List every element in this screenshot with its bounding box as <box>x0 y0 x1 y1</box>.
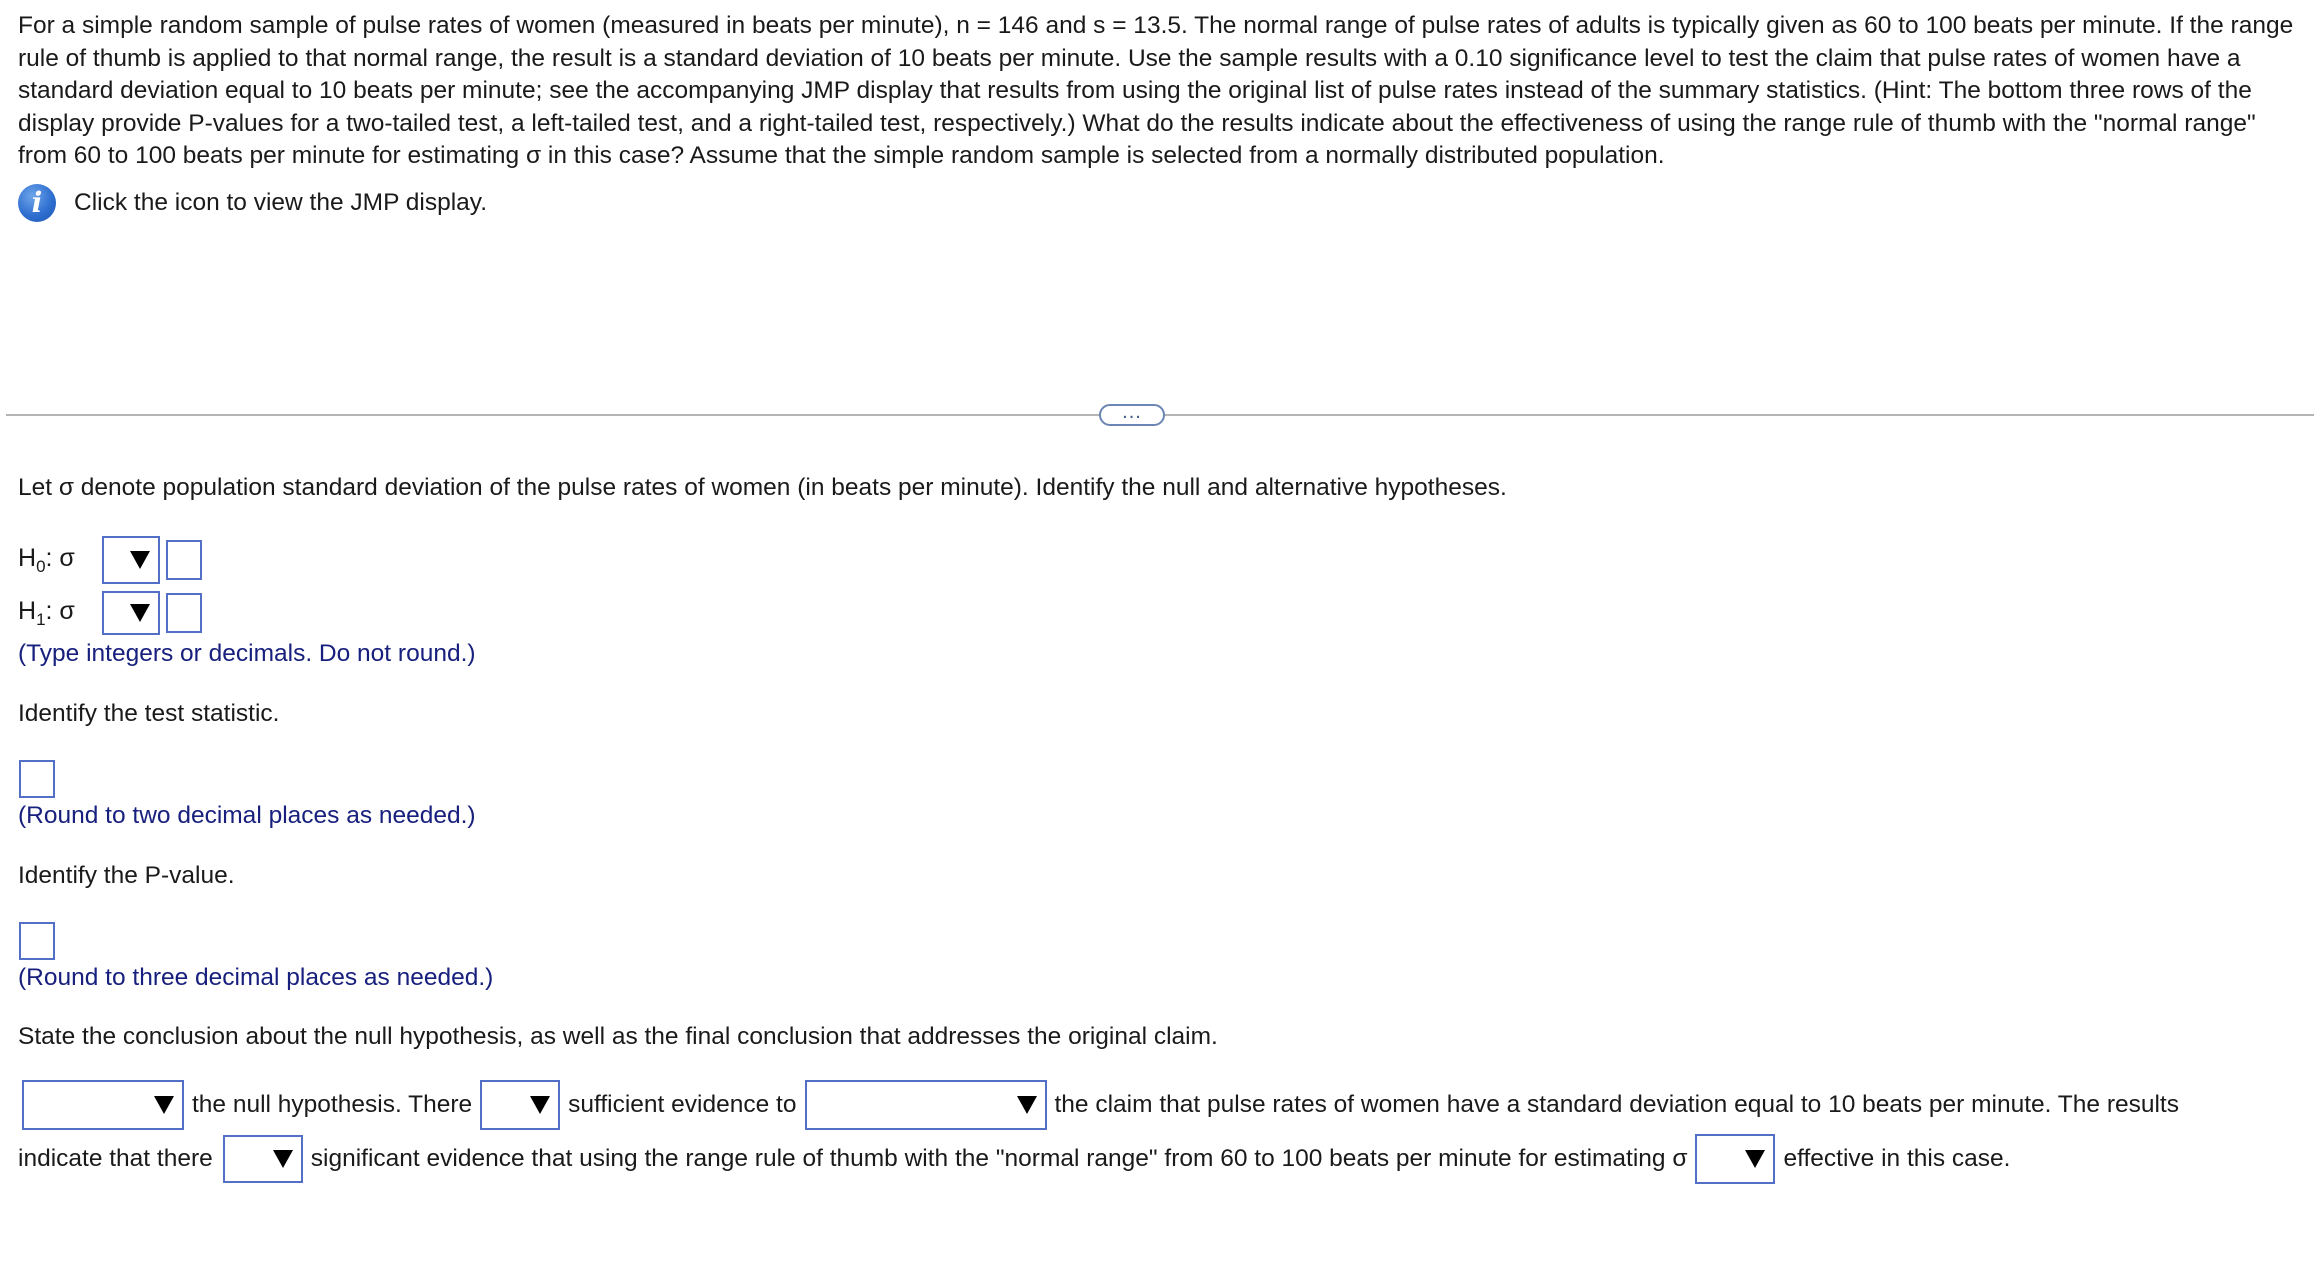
conclusion-text-6: effective in this case. <box>1783 1145 2011 1172</box>
effectiveness-dropdown[interactable] <box>1695 1134 1775 1184</box>
chevron-down-icon <box>273 1150 293 1168</box>
test-statistic-hint: (Round to two decimal places as needed.) <box>18 802 476 829</box>
conclusion-text-5: significant evidence that using the range rule of thumb with the "normal range" from 60 to 100 beats per minute for estimating σ <box>310 1145 1688 1172</box>
info-icon[interactable]: i <box>18 184 56 222</box>
chevron-down-icon <box>130 551 150 569</box>
chevron-down-icon <box>1745 1150 1765 1168</box>
h1-operator-dropdown[interactable] <box>102 591 160 635</box>
question-intro: Let σ denote population standard deviation of the pulse rates of women (in beats per minute). Identify the null and alternative hypotheses. <box>18 474 1507 501</box>
h1-row <box>18 589 202 637</box>
problem-statement: For a simple random sample of pulse rates of women (measured in beats per minute), n = 146 and s = 13.5. The normal range of pulse rates of adults is typically given as 60 to 100 beats per minute. If the range rule of thumb is applied to that normal range, the result is a standard deviation of 10 beats per minute. Use the sample results with a 0.10 significance level to test the claim that pulse rates of women have a standard deviation equal to 10 beats per minute; see the accompanying JMP display that results from using the original list of pulse rates instead of the summary statistics. (Hint: The bottom three rows of the display provide P-values for a two-tailed test, a left-tailed test, and a right-tailed test, respectively.) What do the results indicate about the effectiveness of using the range rule of thumb with the "normal range" from 60 to 100 beats per minute for estimating σ in this case? Assume that the simple random sample is selected from a normally distributed population. <box>18 12 2294 169</box>
conclusion-line-2 <box>18 1134 2018 1184</box>
h0-row <box>18 536 202 584</box>
h1-label: $H_1$: σ <box>18 596 75 629</box>
pvalue-input[interactable] <box>19 922 55 960</box>
info-row <box>18 183 487 223</box>
chevron-down-icon <box>130 604 150 622</box>
conclusion-text-1: the null hypothesis. There <box>192 1091 473 1118</box>
h0-label: $H_0$: σ <box>18 543 75 576</box>
h0-operator-dropdown[interactable] <box>102 536 160 584</box>
pvalue-hint: (Round to three decimal places as needed.) <box>18 964 494 991</box>
conclusion-prompt: State the conclusion about the null hypothesis, as well as the final conclusion that addresses the original claim. <box>18 1023 1218 1050</box>
conclusion-text-3: the claim that pulse rates of women have a standard deviation equal to 10 beats per minute. The results <box>1054 1091 2179 1118</box>
h0-value-input[interactable] <box>166 540 202 580</box>
pvalue-prompt: Identify the P-value. <box>18 862 235 889</box>
chevron-down-icon <box>530 1096 550 1114</box>
hypothesis-hint: (Type integers or decimals. Do not round.) <box>18 640 476 667</box>
conclusion-text-2: sufficient evidence to <box>568 1091 797 1118</box>
null-decision-dropdown[interactable] <box>22 1080 184 1130</box>
conclusion-text-4: indicate that there <box>18 1145 213 1172</box>
test-statistic-prompt: Identify the test statistic. <box>18 700 280 727</box>
h1-value-input[interactable] <box>166 593 202 633</box>
evidence-dropdown[interactable] <box>480 1080 560 1130</box>
conclusion-line-1 <box>18 1080 2187 1130</box>
info-text: Click the icon to view the JMP display. <box>74 189 488 216</box>
test-statistic-input[interactable] <box>19 760 55 798</box>
chevron-down-icon <box>1017 1096 1037 1114</box>
claim-action-dropdown[interactable] <box>805 1080 1047 1130</box>
significance-dropdown[interactable] <box>223 1135 303 1183</box>
more-button[interactable]: ... <box>1099 404 1165 426</box>
chevron-down-icon <box>154 1096 174 1114</box>
